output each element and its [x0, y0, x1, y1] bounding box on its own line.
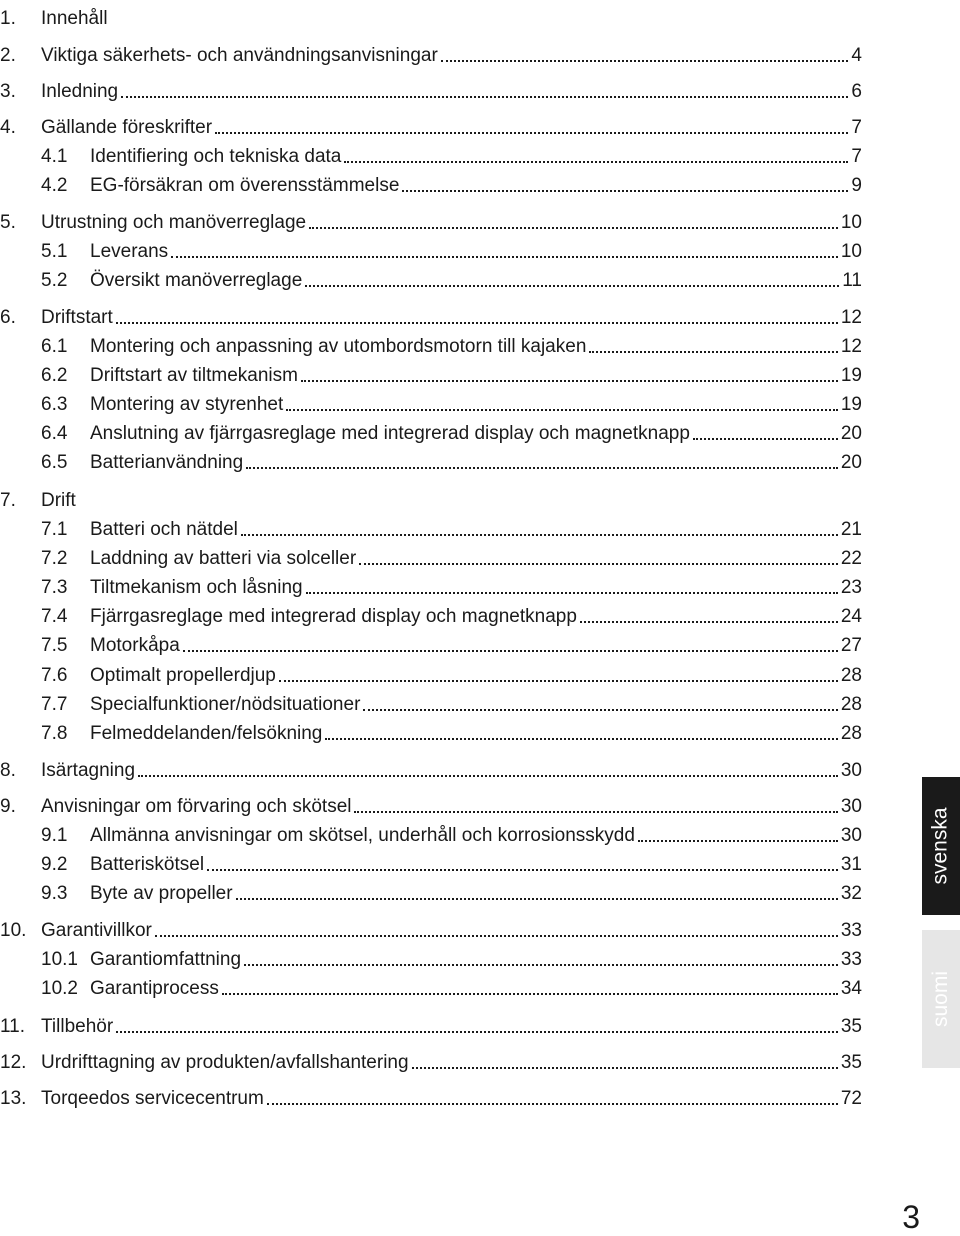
toc-entry-title: Garantivillkor — [41, 920, 152, 941]
toc-entry-line — [90, 606, 862, 628]
toc-entry-title: Fjärrgasreglage med integrerad display och magnetknapp — [90, 606, 577, 627]
toc-entry[interactable] — [0, 1046, 862, 1074]
toc-entry[interactable] — [0, 140, 862, 168]
dot-leader — [222, 993, 838, 995]
toc-entry-page: 12 — [840, 307, 862, 328]
toc-entry-line — [90, 365, 862, 387]
dot-leader — [693, 438, 838, 440]
toc-entry-page: 9 — [851, 175, 862, 196]
toc-entry-number: 6.1 — [41, 336, 68, 357]
dot-leader — [241, 534, 838, 536]
language-tab-label: suomi — [929, 970, 952, 1028]
toc-entry-title: Identifiering och tekniska data — [90, 146, 342, 167]
toc-entry[interactable] — [0, 206, 862, 234]
toc-entry[interactable] — [0, 301, 862, 329]
toc-entry-number: 7.8 — [41, 723, 68, 744]
toc-entry-page: 11 — [842, 270, 862, 291]
toc-entry[interactable] — [0, 600, 862, 628]
toc-entry-page: 7 — [851, 146, 862, 167]
toc-entry-line — [41, 760, 862, 782]
toc-entry-line — [41, 45, 862, 67]
toc-entry-page: 21 — [840, 519, 862, 540]
toc-entry-line — [41, 490, 862, 512]
toc-entry[interactable] — [0, 388, 862, 416]
toc-entry[interactable] — [0, 1010, 862, 1038]
toc-entry-page: 27 — [840, 635, 862, 656]
toc-entry-title: Leverans — [90, 241, 169, 262]
toc-entry-number: 4.1 — [41, 146, 68, 167]
toc-entry-title: Specialfunktioner/nödsituationer — [90, 694, 361, 715]
toc-entry[interactable] — [0, 264, 862, 292]
toc-entry-page: 19 — [840, 394, 862, 415]
toc-entry-title: Viktiga säkerhets- och användningsanvisningar — [41, 45, 438, 66]
toc-entry-title: Batterianvändning — [90, 452, 244, 473]
dot-leader — [359, 563, 838, 565]
language-tab-suomi[interactable] — [922, 930, 960, 1068]
dot-leader — [638, 840, 838, 842]
dot-leader — [244, 964, 838, 966]
toc-entry[interactable] — [0, 39, 862, 67]
toc-entry-number: 5.1 — [41, 241, 68, 262]
toc-entry-number: 13. — [0, 1088, 27, 1109]
toc-entry-number: 7.7 — [41, 694, 68, 715]
dot-leader — [309, 227, 838, 229]
dot-leader — [402, 190, 848, 192]
toc-entry-title: Batteriskötsel — [90, 854, 205, 875]
toc-entry-line — [90, 723, 862, 745]
toc-entry-page: 34 — [840, 978, 862, 999]
toc-entry-page: 30 — [840, 796, 862, 817]
toc-entry-page: 33 — [840, 949, 862, 970]
toc-entry-line — [41, 920, 862, 942]
toc-entry-title: Isärtagning — [41, 760, 136, 781]
toc-entry-number: 6.3 — [41, 394, 68, 415]
dot-leader — [589, 351, 837, 353]
toc-entry[interactable] — [0, 484, 862, 512]
toc-entry-page: 28 — [840, 665, 862, 686]
toc-entry-page: 20 — [840, 423, 862, 444]
toc-entry-line — [41, 212, 862, 234]
toc-entry[interactable] — [0, 972, 862, 1000]
toc-entry[interactable] — [0, 943, 862, 971]
toc-entry-page: 12 — [840, 336, 862, 357]
toc-entry[interactable] — [0, 790, 862, 818]
dot-leader — [279, 680, 838, 682]
dot-leader — [246, 467, 838, 469]
toc-entry[interactable] — [0, 169, 862, 197]
toc-entry-number: 7.1 — [41, 519, 68, 540]
toc-entry-line — [41, 117, 862, 139]
toc-entry-page: 23 — [840, 577, 862, 598]
toc-entry-page: 10 — [840, 241, 862, 262]
toc-entry-title: Urdrifttagning av produkten/avfallshantering — [41, 1052, 409, 1073]
toc-entry-title: Motorkåpa — [90, 635, 180, 656]
toc-entry[interactable] — [0, 417, 862, 445]
toc-entry-title: Batteri och nätdel — [90, 519, 238, 540]
toc-entry-page: 6 — [851, 81, 862, 102]
toc-entry-page: 4 — [851, 45, 862, 66]
toc-entry[interactable] — [0, 571, 862, 599]
dot-leader — [306, 592, 838, 594]
toc-entry-page: 19 — [840, 365, 862, 386]
language-tab-svenska[interactable] — [922, 777, 960, 915]
dot-leader — [236, 898, 838, 900]
toc-entry-number: 9.2 — [41, 854, 68, 875]
toc-entry-number: 6.2 — [41, 365, 68, 386]
toc-entry-title: Utrustning och manöverreglage — [41, 212, 307, 233]
toc-entry-number: 4.2 — [41, 175, 68, 196]
toc-entry-page: 10 — [840, 212, 862, 233]
toc-entry[interactable] — [0, 513, 862, 541]
toc-entry-number: 10.1 — [41, 949, 78, 970]
toc-entry-title: Felmeddelanden/felsökning — [90, 723, 323, 744]
toc-entry-title: Gällande föreskrifter — [41, 117, 213, 138]
dot-leader — [183, 650, 838, 652]
toc-entry-line — [41, 1088, 862, 1110]
toc-entry-number: 7.5 — [41, 635, 68, 656]
toc-entry-number: 5. — [0, 212, 16, 233]
toc-entry-title: Torqeedos servicecentrum — [41, 1088, 264, 1109]
toc-entry-title: Driftstart av tiltmekanism — [90, 365, 298, 386]
toc-entry-line — [90, 635, 862, 657]
dot-leader — [116, 322, 838, 324]
toc-entry-line — [90, 825, 862, 847]
toc-entry-page: 32 — [840, 883, 862, 904]
dot-leader — [580, 621, 838, 623]
toc-entry-number: 8. — [0, 760, 16, 781]
toc-entry-number: 9. — [0, 796, 16, 817]
toc-entry-title: Anvisningar om förvaring och skötsel — [41, 796, 352, 817]
toc-entry[interactable] — [0, 235, 862, 263]
language-tab-label: svenska — [929, 807, 953, 885]
toc-entry-number: 12. — [0, 1052, 27, 1073]
toc-entry-line — [41, 307, 862, 329]
toc-entry-number: 11. — [0, 1016, 26, 1037]
toc-entry[interactable] — [0, 1082, 862, 1110]
toc-entry[interactable] — [0, 542, 862, 570]
toc-entry-line — [41, 796, 862, 818]
toc-entry[interactable] — [0, 659, 862, 687]
toc-entry-number: 9.3 — [41, 883, 68, 904]
dot-leader — [207, 869, 838, 871]
toc-entry-page: 31 — [840, 854, 862, 875]
toc-entry-number: 10. — [0, 920, 27, 941]
toc-entry-title: Drift — [41, 490, 76, 511]
toc-entry-line — [41, 8, 862, 30]
toc-entry-number: 1. — [0, 8, 16, 29]
dot-leader — [121, 96, 848, 98]
toc-entry-line — [90, 694, 862, 716]
toc-entry-page: 7 — [851, 117, 862, 138]
dot-leader — [363, 709, 837, 711]
toc-entry-title: Inledning — [41, 81, 119, 102]
toc-entry-line — [90, 548, 862, 570]
toc-entry-line — [90, 519, 862, 541]
dot-leader — [441, 60, 849, 62]
toc-entry-page: 30 — [840, 825, 862, 846]
toc-entry-title: Montering och anpassning av utombordsmotorn till kajaken — [90, 336, 587, 357]
toc-entry-line — [90, 978, 862, 1000]
toc-entry-number: 6. — [0, 307, 16, 328]
page-number: 3 — [902, 1199, 920, 1235]
toc-entry[interactable] — [0, 330, 862, 358]
toc-entry-title: Allmänna anvisningar om skötsel, underhåll och korrosionsskydd — [90, 825, 635, 846]
toc-entry-line — [90, 452, 862, 474]
toc-entry-line — [90, 270, 862, 292]
toc-entry-title: Tiltmekanism och låsning — [90, 577, 303, 598]
toc-entry-line — [41, 1052, 862, 1074]
toc-entry-page: 28 — [840, 723, 862, 744]
toc-entry-line — [90, 665, 862, 687]
toc-entry[interactable] — [0, 359, 862, 387]
toc-entry[interactable] — [0, 688, 862, 716]
toc-entry-number: 3. — [0, 81, 16, 102]
toc-entry[interactable] — [0, 819, 862, 847]
toc-entry-line — [90, 394, 862, 416]
dot-leader — [325, 738, 837, 740]
toc-entry-title: Optimalt propellerdjup — [90, 665, 276, 686]
toc-entry-page: 30 — [840, 760, 862, 781]
toc-entry-number: 7.3 — [41, 577, 68, 598]
toc-entry-line — [90, 423, 862, 445]
toc-entry-title: Driftstart — [41, 307, 113, 328]
dot-leader — [354, 811, 837, 813]
dot-leader — [412, 1067, 838, 1069]
toc-entry-title: Innehåll — [41, 8, 108, 29]
dot-leader — [286, 409, 838, 411]
dot-leader — [138, 775, 838, 777]
toc-entry-line — [90, 241, 862, 263]
toc-entry-line — [90, 175, 862, 197]
toc-entry[interactable] — [0, 877, 862, 905]
toc-entry-number: 6.4 — [41, 423, 68, 444]
toc-entry[interactable] — [0, 75, 862, 103]
toc-entry-title: Anslutning av fjärrgasreglage med integrerad display och magnetknapp — [90, 423, 690, 444]
toc-entry-title: Montering av styrenhet — [90, 394, 284, 415]
toc-entry-title: Tillbehör — [41, 1016, 114, 1037]
toc-entry[interactable] — [0, 848, 862, 876]
dot-leader — [215, 132, 848, 134]
toc-entry-number: 7.4 — [41, 606, 68, 627]
toc-entry-number: 6.5 — [41, 452, 68, 473]
toc-entry-number: 9.1 — [41, 825, 68, 846]
dot-leader — [171, 256, 838, 258]
toc-entry-title: EG-försäkran om överensstämmelse — [90, 175, 400, 196]
toc-entry-page: 35 — [840, 1016, 862, 1037]
dot-leader — [301, 380, 838, 382]
toc-entry-number: 7.6 — [41, 665, 68, 686]
toc-entry-page: 33 — [840, 920, 862, 941]
toc-entry-number: 7.2 — [41, 548, 68, 569]
toc-entry-number: 2. — [0, 45, 16, 66]
toc-entry-line — [90, 883, 862, 905]
toc-entry-page: 35 — [840, 1052, 862, 1073]
dot-leader — [116, 1031, 838, 1033]
dot-leader — [155, 935, 838, 937]
toc-entry[interactable] — [0, 446, 862, 474]
toc-entry-title: Laddning av batteri via solceller — [90, 548, 357, 569]
toc-entry-page: 24 — [840, 606, 862, 627]
toc-entry[interactable] — [0, 111, 862, 139]
toc-entry[interactable] — [0, 914, 862, 942]
toc-entry-line — [90, 146, 862, 168]
toc-entry-page: 28 — [840, 694, 862, 715]
toc-entry-page: 20 — [840, 452, 862, 473]
toc-entry[interactable] — [0, 629, 862, 657]
toc-entry-line — [90, 949, 862, 971]
toc-entry-number: 10.2 — [41, 978, 78, 999]
toc-entry-line — [90, 577, 862, 599]
toc-entry-page: 72 — [840, 1088, 862, 1109]
toc-entry-line — [90, 854, 862, 876]
toc-entry[interactable] — [0, 754, 862, 782]
toc-entry-title: Garantiprocess — [90, 978, 219, 999]
toc-entry-line — [90, 336, 862, 358]
toc-entry-page: 22 — [840, 548, 862, 569]
dot-leader — [267, 1103, 838, 1105]
toc-entry[interactable] — [0, 2, 862, 30]
dot-leader — [305, 285, 839, 287]
toc-entry-number: 4. — [0, 117, 16, 138]
toc-entry-line — [41, 81, 862, 103]
toc-entry-number: 5.2 — [41, 270, 68, 291]
toc-entry-title: Garantiomfattning — [90, 949, 242, 970]
dot-leader — [344, 161, 848, 163]
toc-entry-number: 7. — [0, 490, 16, 511]
toc-entry-title: Byte av propeller — [90, 883, 233, 904]
toc-entry-title: Översikt manöverreglage — [90, 270, 303, 291]
toc-entry-line — [41, 1016, 862, 1038]
toc-entry[interactable] — [0, 717, 862, 745]
